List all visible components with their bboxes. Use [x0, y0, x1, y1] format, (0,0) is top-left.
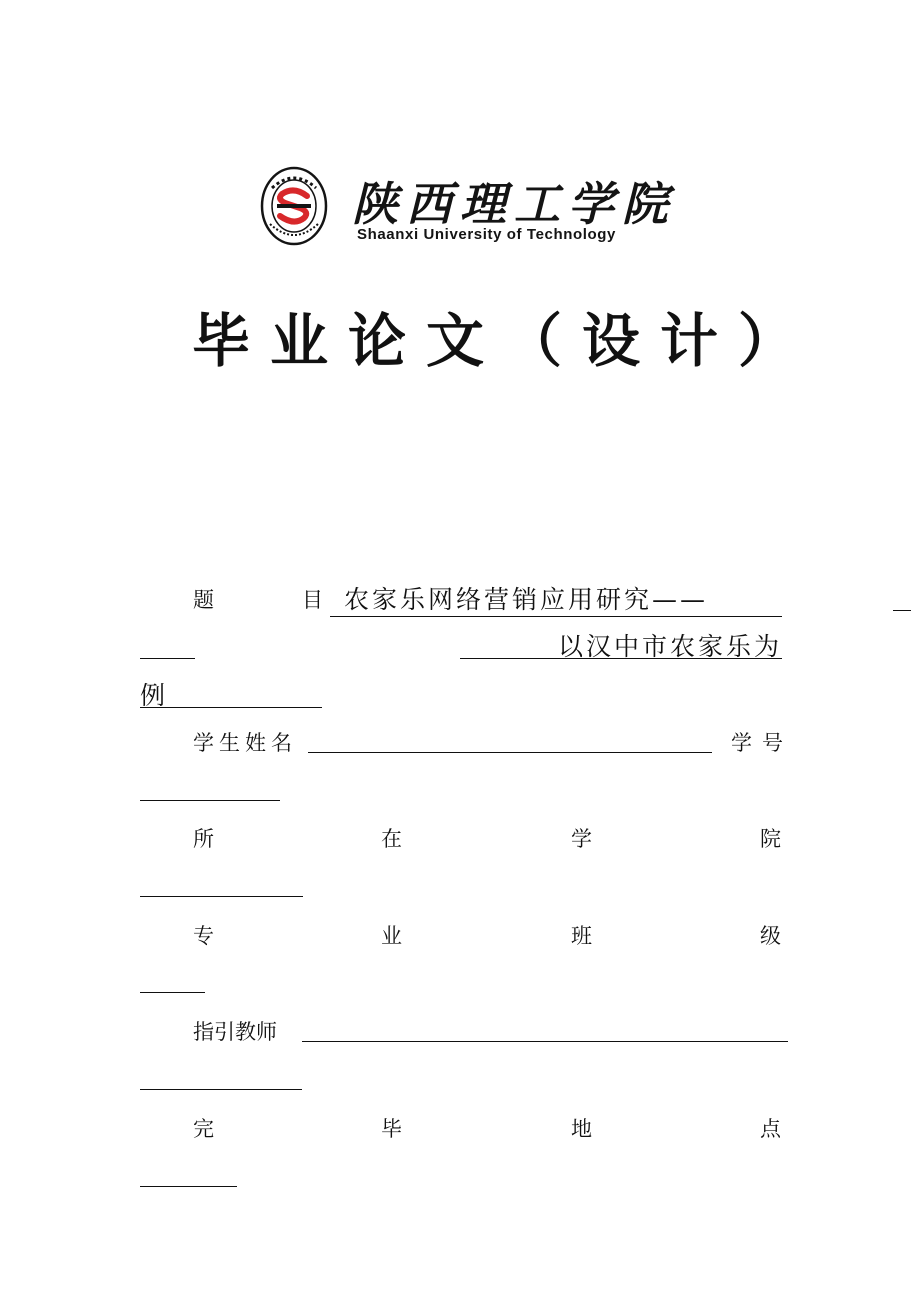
student-id-underline: [140, 800, 280, 801]
completion-place-underline: [140, 1186, 237, 1187]
title-value-line-3: 例: [140, 681, 166, 710]
college-label-char-4: 院: [760, 827, 781, 851]
student-name-underline: [308, 752, 712, 753]
title-label-char-2: 目: [302, 588, 323, 612]
university-emblem: [260, 166, 328, 246]
completion-place-label-char-4: 点: [760, 1117, 781, 1141]
title-value-line-2: 以汉中市农家乐为: [558, 632, 783, 661]
completion-place-label-char-3: 地: [571, 1117, 592, 1141]
university-emblem-icon: [260, 166, 328, 246]
title-underline-edge: [893, 610, 911, 611]
title-value-line-1: 农家乐网络营销应用研究——: [344, 585, 709, 614]
advisor-label: 指引教师: [193, 1020, 277, 1044]
student-id-label: 学号: [731, 731, 793, 755]
title-label-char-1: 题: [193, 588, 214, 612]
student-name-label: 学生姓名: [193, 731, 297, 755]
major-class-label-char-3: 班: [571, 924, 592, 948]
title-underline-1: [330, 616, 782, 617]
major-class-label-char-1: 专: [193, 924, 214, 948]
advisor-underline: [302, 1041, 788, 1042]
major-class-label-char-2: 业: [381, 924, 402, 948]
college-label-char-2: 在: [381, 827, 402, 851]
title-underline-2a: [140, 658, 195, 659]
college-label-char-1: 所: [193, 827, 214, 851]
university-name-en: Shaanxi University of Technology: [357, 226, 616, 243]
page-title: 毕业论文（设计）: [192, 307, 817, 375]
college-underline: [140, 896, 303, 897]
university-name-cn: 陕西理工学院: [352, 177, 676, 231]
major-class-label-char-4: 级: [760, 924, 781, 948]
advisor-underline-continued: [140, 1089, 302, 1090]
completion-place-label-char-1: 完: [193, 1117, 214, 1141]
major-class-underline: [140, 992, 205, 993]
completion-place-label-char-2: 毕: [381, 1117, 402, 1141]
college-label-char-3: 学: [571, 827, 592, 851]
title-underline-3: [140, 707, 322, 708]
